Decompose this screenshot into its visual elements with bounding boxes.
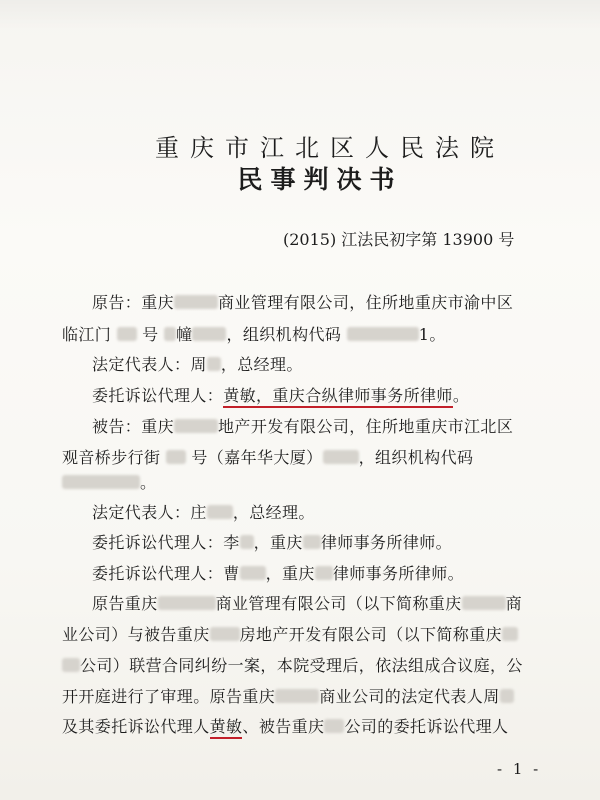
line-text: ，重庆 bbox=[265, 564, 315, 583]
redacted-text bbox=[315, 566, 333, 580]
case-paragraph-line bbox=[92, 591, 522, 614]
case-paragraph-line bbox=[62, 653, 523, 676]
line-text: ，总经理。 bbox=[232, 503, 315, 522]
highlighted-attorney-name: 黄敏，重庆合纵律师事务所律师 bbox=[223, 386, 453, 408]
redacted-text bbox=[500, 689, 514, 703]
line-text: ，组织机构代码 bbox=[226, 325, 347, 344]
line-text: 地产开发有限公司，住所地重庆市江北区 bbox=[218, 417, 514, 436]
defendant-address-line bbox=[62, 445, 473, 468]
line-text: ，组织机构代码 bbox=[358, 448, 474, 467]
case-number: (2015) 江法民初字第 13900 号 bbox=[283, 230, 515, 249]
redacted-text bbox=[166, 450, 186, 464]
line-text: ，总经理。 bbox=[220, 355, 303, 374]
line-text: 法定代表人：庄 bbox=[92, 503, 207, 522]
page-shading bbox=[0, 0, 600, 30]
line-text: 被告：重庆 bbox=[92, 417, 175, 436]
case-paragraph-line bbox=[62, 714, 508, 737]
redacted-text bbox=[240, 566, 266, 580]
line-text: 房地产开发有限公司（以下简称重庆 bbox=[239, 625, 503, 644]
plaintiff-address-line bbox=[62, 322, 446, 345]
line-text: 临江门 bbox=[62, 325, 117, 344]
redacted-text bbox=[174, 419, 218, 433]
plaintiff-line bbox=[92, 290, 513, 313]
defendant-attorney-line-1 bbox=[92, 530, 452, 553]
redacted-text bbox=[117, 327, 137, 341]
document-type-title: 民事判决书 bbox=[237, 165, 403, 194]
line-text: ，重庆 bbox=[253, 533, 303, 552]
line-text: 。 bbox=[452, 386, 470, 405]
redacted-text bbox=[207, 505, 233, 519]
case-paragraph-line bbox=[62, 684, 514, 707]
line-text: 法定代表人：周 bbox=[92, 355, 207, 374]
line-text: 律师事务所律师。 bbox=[332, 564, 465, 583]
defendant-attorney-line-2 bbox=[92, 561, 464, 584]
line-text: 开开庭进行了审理。原告重庆 bbox=[62, 687, 276, 706]
line-text: 商业管理有限公司（以下简称重庆 bbox=[215, 594, 462, 613]
court-name: 重庆市江北区人民法院 bbox=[155, 134, 505, 162]
redacted-text bbox=[275, 689, 319, 703]
line-text: 业公司）与被告重庆 bbox=[62, 625, 210, 644]
line-text: 律师事务所律师。 bbox=[320, 533, 453, 552]
defendant-org-code-line bbox=[62, 470, 156, 493]
page-number: - 1 - bbox=[497, 760, 542, 778]
redacted-text bbox=[62, 475, 140, 489]
line-text: 、被告重庆 bbox=[242, 717, 325, 736]
redacted-text bbox=[240, 535, 254, 549]
defendant-legal-rep-line bbox=[92, 500, 315, 523]
line-text: 公司）联营合同纠纷一案，本院受理后，依法组成合议庭，公 bbox=[80, 656, 523, 675]
redacted-text bbox=[164, 327, 176, 341]
line-text: 及其委托诉讼代理人 bbox=[62, 717, 210, 736]
redacted-text bbox=[323, 450, 359, 464]
redacted-text bbox=[347, 327, 419, 341]
line-text: 原告重庆 bbox=[92, 594, 158, 613]
redacted-text bbox=[207, 357, 221, 371]
line-text: 委托诉讼代理人：曹 bbox=[92, 564, 240, 583]
redacted-text bbox=[462, 596, 506, 610]
line-text: 观音桥步行街 bbox=[62, 448, 166, 467]
highlighted-attorney-name: 黄敏 bbox=[210, 717, 243, 739]
redacted-text bbox=[158, 596, 216, 610]
redacted-text bbox=[502, 627, 518, 641]
line-text: 。 bbox=[140, 473, 157, 492]
line-text: 原告：重庆 bbox=[92, 293, 175, 312]
line-text: 号 bbox=[136, 325, 165, 344]
line-text: 幢 bbox=[176, 325, 193, 344]
redacted-text bbox=[174, 295, 218, 309]
case-paragraph-line bbox=[62, 622, 518, 645]
plaintiff-legal-rep-line bbox=[92, 352, 303, 375]
redacted-text bbox=[192, 327, 226, 341]
redacted-text bbox=[62, 658, 80, 672]
line-text: 委托诉讼代理人： bbox=[92, 386, 224, 405]
line-text: 商业公司的法定代表人周 bbox=[319, 687, 500, 706]
line-text: 号（嘉年华大厦） bbox=[185, 448, 323, 467]
line-text: 委托诉讼代理人：李 bbox=[92, 533, 240, 552]
redacted-text bbox=[210, 627, 240, 641]
redacted-text bbox=[303, 535, 321, 549]
line-text: 商业管理有限公司，住所地重庆市渝中区 bbox=[218, 293, 514, 312]
line-text: 1。 bbox=[418, 325, 446, 344]
defendant-line bbox=[92, 414, 513, 437]
line-text: 公司的委托诉讼代理人 bbox=[344, 717, 509, 736]
plaintiff-attorney-line bbox=[92, 383, 469, 406]
redacted-text bbox=[324, 719, 344, 733]
line-text: 商 bbox=[505, 594, 523, 613]
